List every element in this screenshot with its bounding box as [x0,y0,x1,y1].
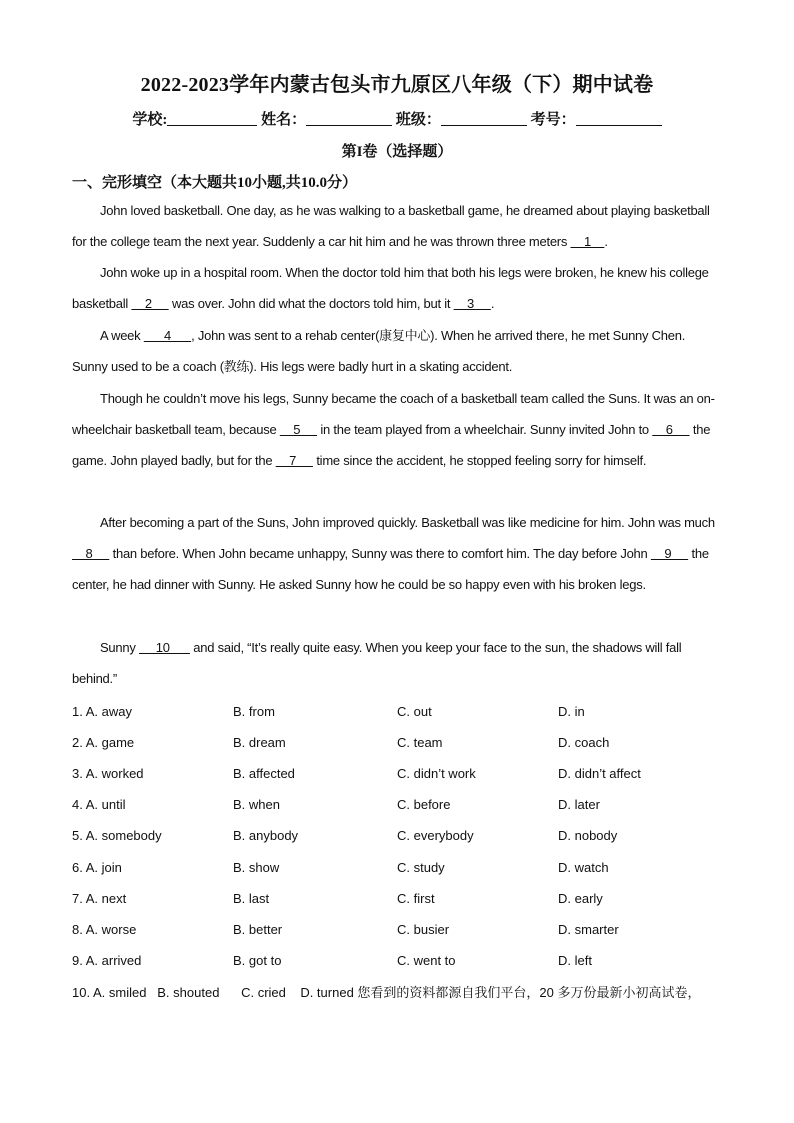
option-10-line[interactable]: 10. A. smiled B. shouted C. cried D. turned 您看到的资料都源自我们平台，20 多万份最新小初高试卷， [72,985,701,1000]
option-9-d[interactable]: D. left [558,953,592,968]
option-7-c[interactable]: C. first [397,891,435,906]
school-label: 学校: [132,112,168,128]
blank-4: 4 [143,328,192,343]
passage-paragraph-3: A week 4 , John was sent to a rehab center(康复中心). When he arrived there, he met Sunny Chen. Sunny used to be a coach (教练). His legs were badly hurt in a skating accident. [72,328,686,374]
blank-9: 9 [650,546,689,561]
name-label: 姓名： [261,112,307,128]
option-4-b[interactable]: B. when [233,797,280,812]
option-5-b[interactable]: B. anybody [233,828,299,843]
exam-title: 2022-2023学年内蒙古包头市九原区八年级（下）期中试卷 [140,74,654,96]
option-5-d[interactable]: D. nobody [558,828,618,843]
blank-5: 5 [279,422,318,437]
option-2-d[interactable]: D. coach [558,735,610,750]
blank-3: 3 [453,296,491,311]
option-6-c[interactable]: C. study [397,860,445,875]
option-3-d[interactable]: D. didn’t affect [558,766,641,781]
passage-paragraph-5: After becoming a part of the Suns, John improved quickly. Basketball was like medicine for him. John was much 8 than before. When John became unhappy, Sunny was there to comfort him. The day before John 9 the center, he had dinner with Sunny. He asked Sunny how he could be so happy even with his broken legs. [72,515,715,592]
number-blank[interactable] [576,111,662,126]
passage-paragraph-6: Sunny 10 and said, “It’s really quite easy. When you keep your face to the sun, the shadows will fall behind.” [72,640,682,686]
option-3-a[interactable]: 3. A. worked [72,766,144,781]
option-5-c[interactable]: C. everybody [397,828,474,843]
option-2-c[interactable]: C. team [397,735,443,750]
option-3-b[interactable]: B. affected [233,766,295,781]
number-label: 考号： [530,112,576,128]
section-heading: 一、完形填空（本大题共10小题,共10.0分） [72,175,358,191]
option-4-c[interactable]: C. before [397,797,451,812]
blank-2: 2 [131,296,169,311]
blank-7: 7 [275,453,313,468]
option-6-d[interactable]: D. watch [558,860,609,875]
option-6-a[interactable]: 6. A. join [72,860,122,875]
option-9-c[interactable]: C. went to [397,953,456,968]
option-9-a[interactable]: 9. A. arrived [72,953,142,968]
option-3-c[interactable]: C. didn’t work [397,766,476,781]
blank-10: 10 [138,640,190,655]
volume-heading: 第I卷（选择题） [341,144,453,160]
option-7-a[interactable]: 7. A. next [72,891,127,906]
option-4-a[interactable]: 4. A. until [72,797,126,812]
option-8-c[interactable]: C. busier [397,922,450,937]
option-2-a[interactable]: 2. A. game [72,735,135,750]
name-blank[interactable] [306,111,392,126]
blank-1: 1 [570,234,605,249]
passage-paragraph-2: John woke up in a hospital room. When the doctor told him that both his legs were broken, he knew his college basketball 2 was over. John did what the doctors told him, but it 3 . [72,265,709,311]
option-9-b[interactable]: B. got to [233,953,282,968]
class-blank[interactable] [441,111,527,126]
option-8-d[interactable]: D. smarter [558,922,619,937]
option-8-a[interactable]: 8. A. worse [72,922,137,937]
option-5-a[interactable]: 5. A. somebody [72,828,162,843]
option-1-b[interactable]: B. from [233,704,275,719]
option-1-d[interactable]: D. in [558,704,585,719]
student-info-line [0,108,794,129]
option-8-b[interactable]: B. better [233,922,283,937]
option-1-c[interactable]: C. out [397,704,432,719]
option-2-b[interactable]: B. dream [233,735,286,750]
blank-6: 6 [652,422,690,437]
option-7-d[interactable]: D. early [558,891,603,906]
blank-8: 8 [72,546,110,561]
class-label: 班级： [395,112,441,128]
school-blank[interactable] [167,111,257,126]
option-1-a[interactable]: 1. A. away [72,704,132,719]
passage-paragraph-1: John loved basketball. One day, as he was walking to a basketball game, he dreamed about playing basketball for the college team the next year. Suddenly a car hit him and he was thrown three meters 1 . [72,203,710,249]
option-7-b[interactable]: B. last [233,891,270,906]
passage-paragraph-4: Though he couldn’t move his legs, Sunny became the coach of a basketball team called the Suns. It was an on-wheelchair basketball team, because 5 in the team played from a wheelchair. Sunny invited John to 6 the game. John played badly, but for the 7 time since the accident, he stopped feeling sorry for himself. [72,391,715,468]
option-6-b[interactable]: B. show [233,860,280,875]
option-4-d[interactable]: D. later [558,797,600,812]
